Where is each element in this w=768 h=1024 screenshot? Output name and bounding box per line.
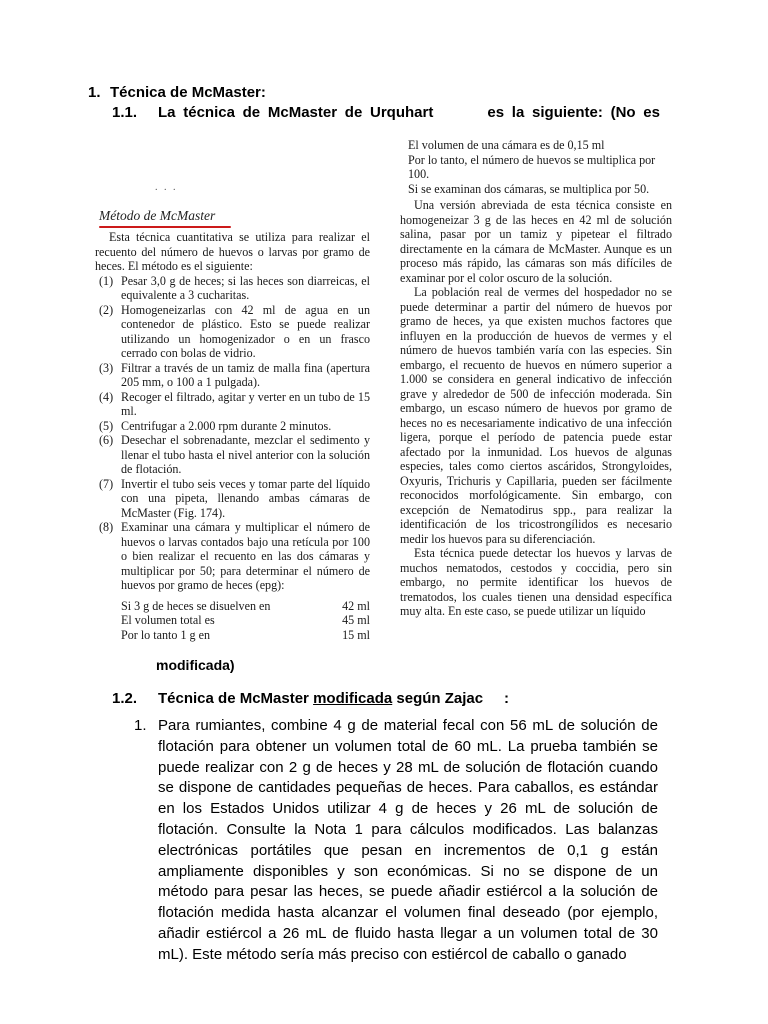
scan-right-top <box>400 138 672 196</box>
scan-step-number: (8) <box>99 520 114 534</box>
heading-1-text: Técnica de McMaster: <box>110 84 266 101</box>
scan-calc-label: Por lo tanto 1 g en <box>121 627 211 642</box>
scan-right-paragraph: La población real de vermes del hospedador no se puede determinar a partir del número de huevos por gramo de heces, ya que existen muchos factores que influyen en la producción de huevos de vermes y el número de huevos también varía con las especies. Sin embargo, el recuento de huevos en número superior a 1.000 se considera en general indicativo de infección grave y alrededor de 500 de infección moderada. Sin embargo, un escaso número de huevos por gramo de heces no es necesariamente indicativo de una infección ligera, porque el período de patencia puede estar afectado por la inmunidad. Los huevos de algunas especies, tales como ciertos ascáridos, Strongyloides, Oxyuris, Trichuris y Capillaria, pueden ser fácilmente reconocidos morfológicamente. Sin embargo, con excepción de Nematodirus spp., para realizar la identificación de los tricostrongílidos es necesario medir los huevos para su diferenciación. <box>400 285 672 546</box>
scan-calc-row <box>121 613 370 628</box>
scan-step-text: Homogeneizarlas con 42 ml de agua en un contenedor de plástico. Esto se puede realizar utilizando un homogenizador o en un frasco cerrado con bolas de vidrio. <box>121 302 370 360</box>
scan-calc-label: El volumen total es <box>121 613 215 627</box>
list-item-number: 1. <box>134 717 147 734</box>
scan-step-number: (2) <box>99 302 114 317</box>
scan-right-column <box>400 138 672 619</box>
scan-right-top-line: Por lo tanto, el número de huevos se multiplica por 100. <box>408 152 656 181</box>
scan-step-item <box>95 433 370 477</box>
scan-step-item <box>95 419 370 434</box>
heading-1-1-text <box>158 104 660 121</box>
heading-1-1-text-part1: La técnica de McMaster de Urquhart <box>158 104 434 121</box>
heading-1-1-continuation: modificada) <box>156 657 235 673</box>
scan-step-number: (6) <box>99 433 114 447</box>
list-item-text: Para rumiantes, combine 4 g de material fecal con 56 mL de solución de flotación para obtener un volumen total de 60 mL. La prueba también se puede realizar con 2 g de heces y 28 mL de solución de flotación cuando se dispone de cantidades pequeñas de heces. Para caballos, es estándar en los Estados Unidos utilizar 4 g de heces y 26 mL de solución de flotación. Consulte la Nota 1 para cálculos modificados. Las balanzas electrónicas portátiles que pesan en incrementos de 0,1 g están ampliamente disponibles y son económicas. Si no se dispone de un método para pesar las heces, se puede añadir estiércol a la solución de flotación medida hasta alcanzar el volumen final deseado (por ejemplo, añadir estiércol a 26 mL de fluido hasta llegar a un volumen total de 30 mL). Este método sería más preciso con estiércol de caballo o ganado <box>158 717 658 963</box>
scan-step-text: Pesar 3,0 g de heces; si las heces son diarreicas, el equivalente a 3 cucharitas. <box>121 273 370 302</box>
heading-1-2-number: 1.2. <box>112 690 138 707</box>
scan-steps-list <box>95 274 370 593</box>
scan-calculation <box>95 599 370 643</box>
scan-right-top-line: Si se examinan dos cámaras, se multiplica por 50. <box>408 181 650 196</box>
scan-right-paragraph: Una versión abreviada de esta técnica consiste en homogeneizar 3 g de las heces en 42 ml de solución salina, pasar por un tamiz y pipetear el filtrado directamente en la cámara de McMaster. Aunque es un proceso más rápido, las cámaras son más difíciles de examinar por el color oscuro de la solución. <box>400 198 672 285</box>
scan-dots: . . . <box>155 182 178 193</box>
scan-step-text: Centrifugar a 2.000 rpm durante 2 minutos. <box>121 418 332 433</box>
scan-left-column <box>95 230 370 642</box>
scan-intro: Esta técnica cuantitativa se utiliza para realizar el recuento del número de huevos o larvas por gramo de heces. El método es el siguiente: <box>95 230 370 273</box>
scan-calc-row <box>121 628 370 643</box>
heading-1-number: 1. <box>88 84 101 101</box>
heading-1-2-underlined: modificada <box>313 690 393 707</box>
scan-step-text: Desechar el sobrenadante, mezclar el sedimento y llenar el tubo hasta el nivel anterior con la solución de flotación. <box>121 433 370 476</box>
scan-calc-label: Si 3 g de heces se disuelven en <box>121 598 271 613</box>
scan-step-item <box>95 390 370 419</box>
scan-calc-value: 42 ml <box>342 598 370 613</box>
scan-step-text: Recoger el filtrado, agitar y verter en un tubo de 15 ml. <box>121 389 370 418</box>
red-underline <box>99 226 231 228</box>
scan-calc-row <box>121 599 370 614</box>
scan-step-text: Invertir el tubo seis veces y tomar parte del líquido con una pipeta, llenando ambas cámaras de McMaster (Fig. 174). <box>121 476 370 520</box>
scan-right-paragraph: Esta técnica puede detectar los huevos y larvas de muchos nematodos, cestodos y coccidia, pero sin embargo, no permite identificar los huevos de trematodos, los cuales tienen una densidad específica muy alta. En este caso, se puede utilizar un líquido <box>400 546 672 618</box>
scan-right-top-line: El volumen de una cámara es de 0,15 ml <box>408 138 605 152</box>
scan-step-number: (5) <box>99 418 114 433</box>
scan-step-number: (3) <box>99 360 114 375</box>
scan-step-item <box>95 274 370 303</box>
heading-1-2-before: Técnica de McMaster <box>158 690 314 707</box>
scan-step-number: (7) <box>99 476 114 491</box>
heading-1-1-number: 1.1. <box>112 104 138 121</box>
method-title: Método de McMaster <box>99 208 216 223</box>
scanned-book-page <box>95 130 673 650</box>
scan-step-text: Examinar una cámara y multiplicar el número de huevos o larvas contados bajo una retícula por 100 o bien realizar el recuento en las dos cámaras y multiplicar por 50; para determinar el número de huevos por gramo de heces (epg): <box>121 520 370 592</box>
scan-step-number: (4) <box>99 389 114 404</box>
heading-1-2-after: según Zajac <box>392 690 484 707</box>
scan-step-item <box>95 361 370 390</box>
heading-1-2-text <box>158 690 509 707</box>
scan-step-item <box>95 477 370 521</box>
scan-step-number: (1) <box>99 273 114 288</box>
scan-step-item <box>95 520 370 593</box>
scan-calc-value: 15 ml <box>342 627 370 642</box>
scan-right-paragraphs <box>400 198 672 619</box>
heading-1-2-colon: : <box>503 690 509 707</box>
scan-step-item <box>95 303 370 361</box>
scan-step-text: Filtrar a través de un tamiz de malla fina (apertura 205 mm, o 100 a 1 pulgada). <box>121 360 370 389</box>
scan-calc-value: 45 ml <box>342 613 370 627</box>
heading-1-1-text-part2: es la siguiente: (No es <box>487 104 660 121</box>
